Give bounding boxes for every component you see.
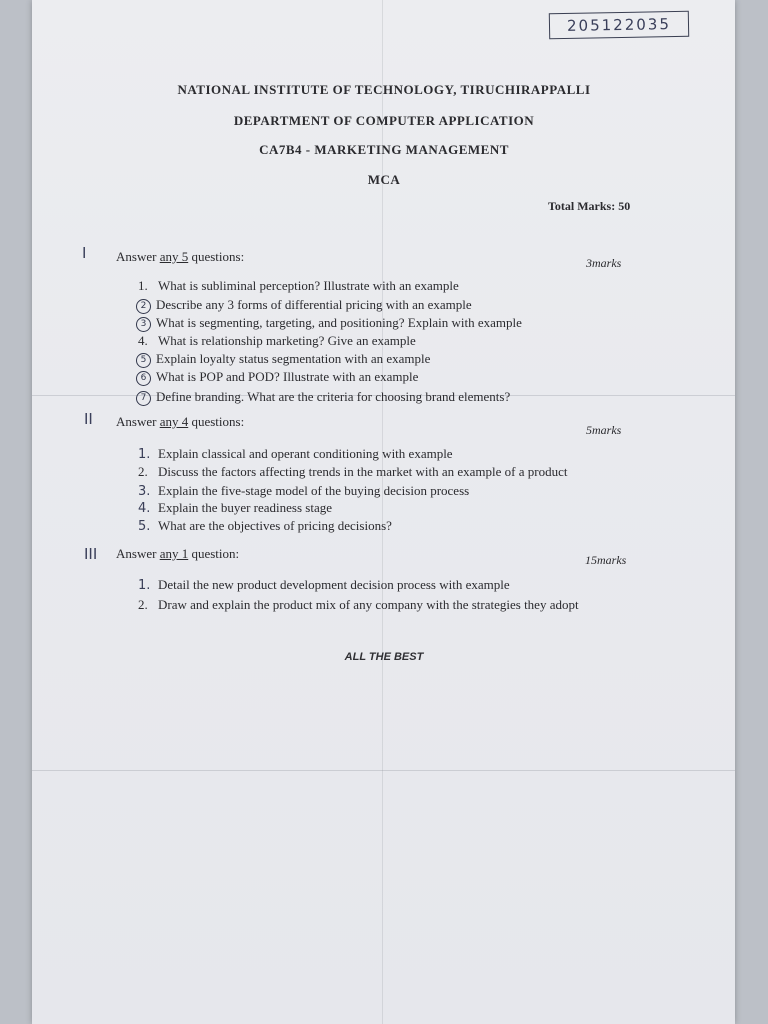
roll-number-box: 205122035	[549, 11, 689, 39]
question-item: 5. What are the objectives of pricing decisions?	[138, 518, 392, 534]
section-instruction: Answer any 1 question:	[116, 546, 240, 561]
section-marks: 5marks	[586, 423, 622, 437]
check-mark-icon: 3.	[138, 484, 151, 499]
question-item: 4. Explain the buyer readiness stage	[138, 500, 332, 516]
check-mark-icon: 1.	[138, 447, 151, 462]
question-item: 2. Discuss the factors affecting trends in the market with an example of a product	[138, 464, 568, 479]
total-marks: Total Marks: 50	[548, 199, 631, 213]
section-instruction: Answer any 4 questions:	[116, 414, 245, 429]
program-name: MCA	[367, 172, 401, 187]
department-name: DEPARTMENT OF COMPUTER APPLICATION	[233, 113, 535, 128]
question-item: 1. What is subliminal perception? Illustrate with an example	[138, 278, 459, 293]
question-item: 1. Explain classical and operant conditioning with example	[138, 446, 453, 462]
circled-number-mark: 3	[136, 317, 151, 332]
circled-number-mark: 7	[136, 391, 151, 406]
circled-number-mark: 6	[136, 371, 151, 386]
circled-number-mark: 2	[136, 299, 151, 314]
question-item: 1. Detail the new product development decision process with example	[138, 577, 510, 593]
question-item: 5 Explain loyalty status segmentation with an example	[136, 351, 430, 368]
section-marks: 15marks	[585, 553, 627, 567]
section-instruction: Answer any 5 questions:	[116, 249, 245, 264]
institute-name: NATIONAL INSTITUTE OF TECHNOLOGY, TIRUCHIRAPPALLI	[177, 82, 591, 97]
check-mark-icon: 1.	[138, 578, 151, 593]
course-title: CA7B4 - MARKETING MANAGEMENT	[259, 142, 509, 157]
question-item: 4. What is relationship marketing? Give an example	[138, 333, 416, 348]
question-item: 3. Explain the five-stage model of the buying decision process	[138, 483, 470, 499]
section-numeral: III	[84, 545, 98, 563]
question-item: 3 What is segmenting, targeting, and positioning? Explain with example	[136, 315, 522, 332]
circled-number-mark: 5	[136, 353, 151, 368]
section-numeral: II	[84, 410, 93, 428]
paper-fold-line	[32, 770, 735, 771]
question-item: 2 Describe any 3 forms of differential pricing with an example	[136, 297, 472, 314]
check-mark-icon: 5.	[138, 519, 151, 534]
section-numeral: I	[82, 244, 87, 262]
check-mark-icon: 4.	[138, 501, 151, 516]
closing-message: ALL THE BEST	[344, 651, 424, 663]
question-item: 7 Define branding. What are the criteria for choosing brand elements?	[136, 389, 510, 406]
section-marks: 3marks	[586, 256, 622, 270]
question-item: 2. Draw and explain the product mix of any company with the strategies they adopt	[138, 597, 579, 612]
question-item: 6 What is POP and POD? Illustrate with an example	[136, 369, 418, 386]
